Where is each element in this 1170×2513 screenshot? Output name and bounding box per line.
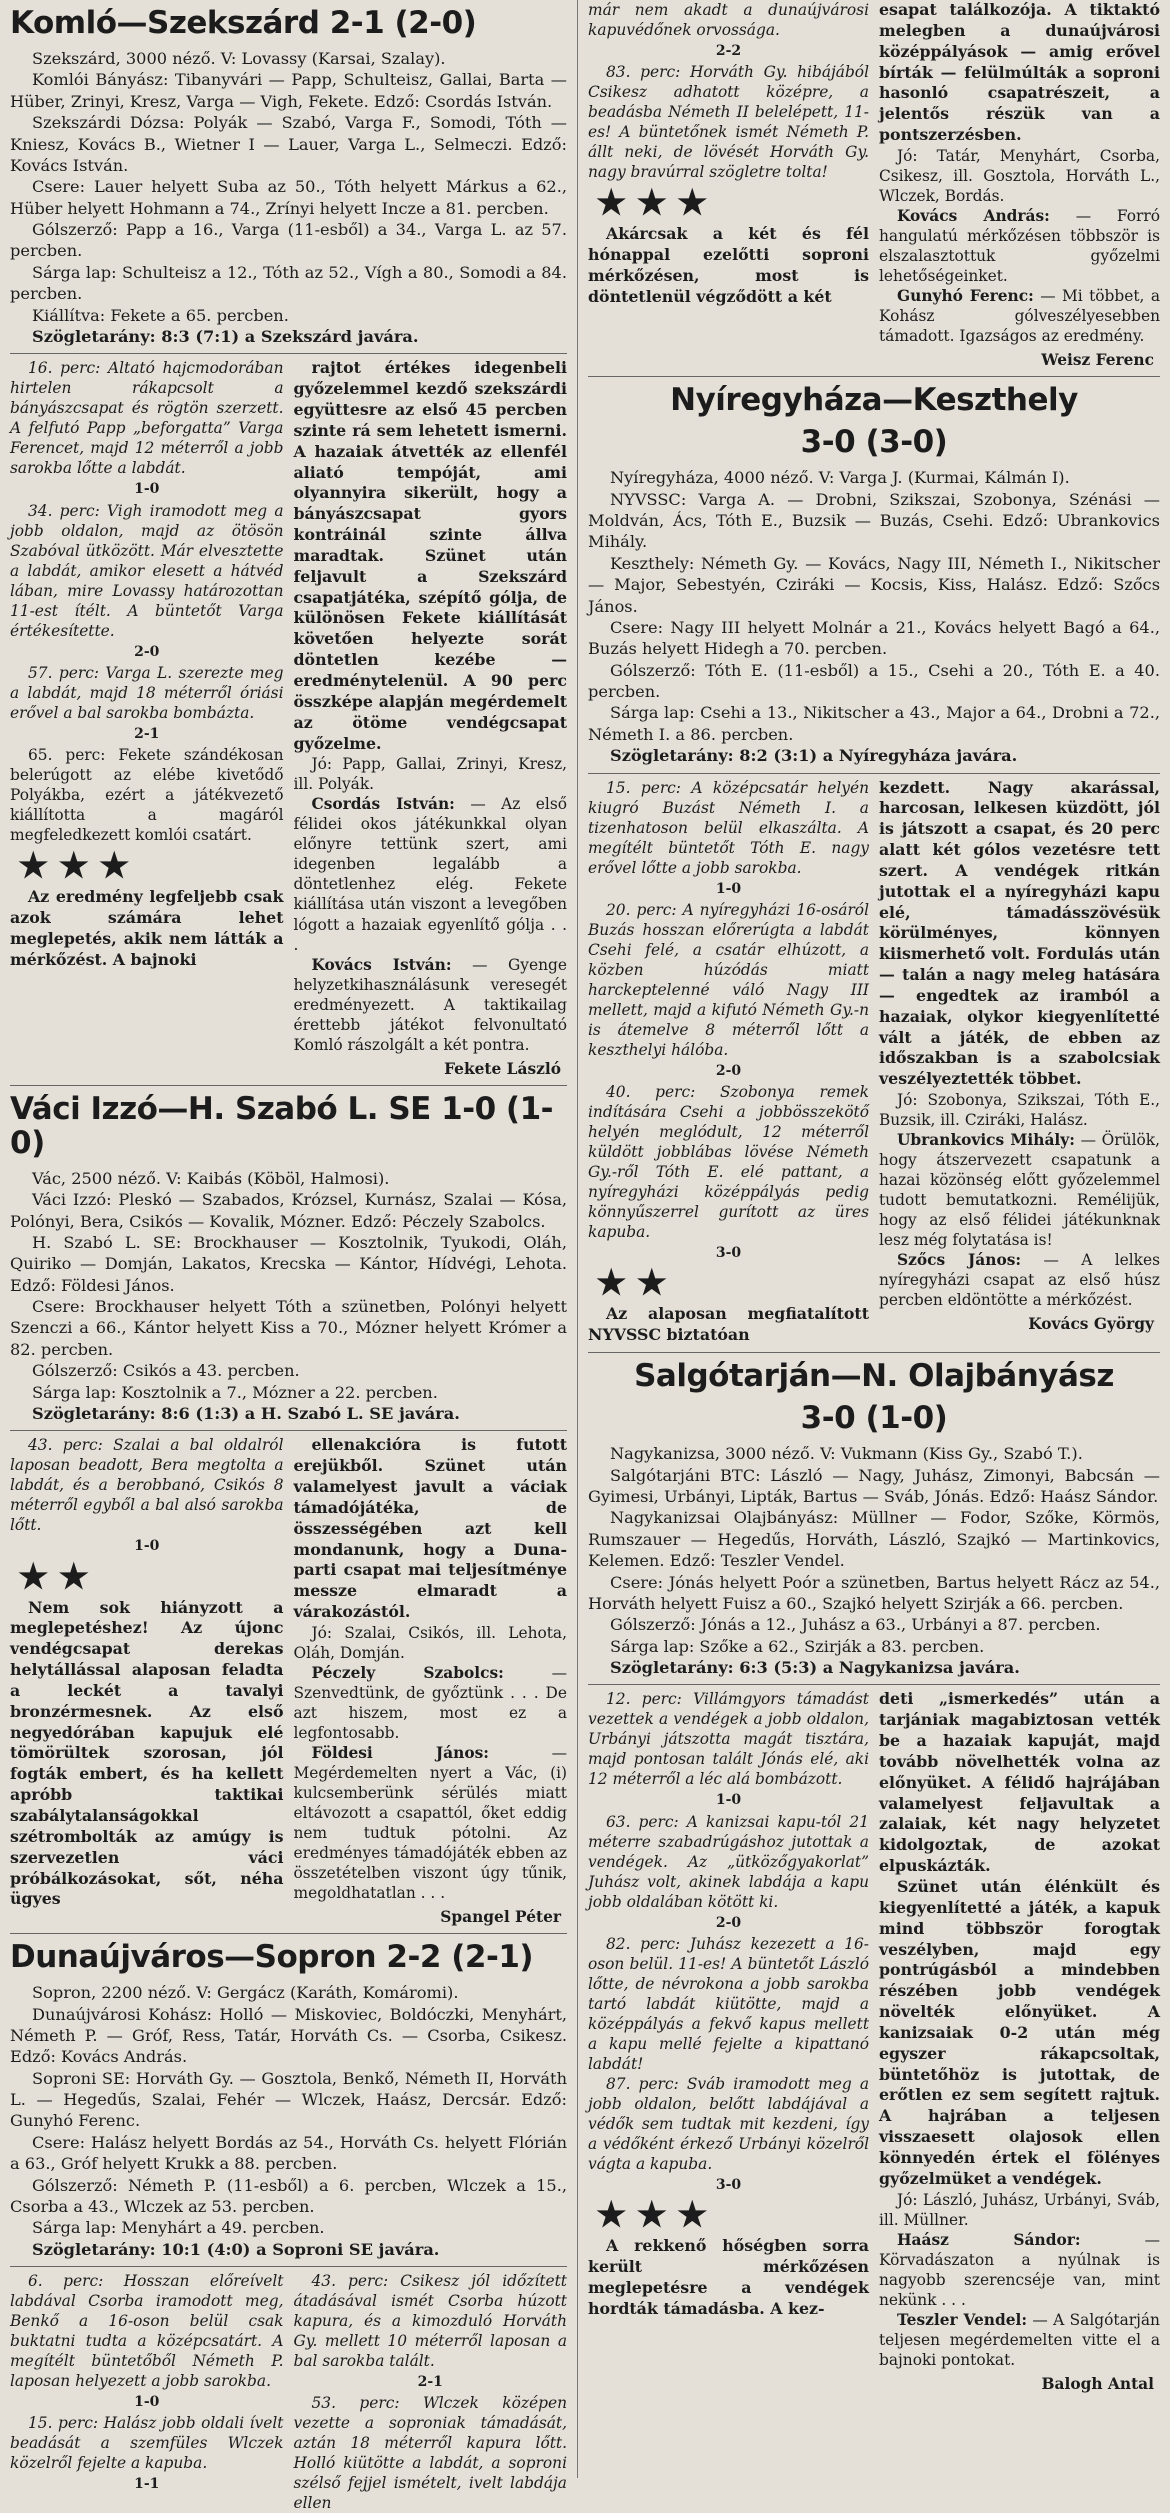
coach-quote	[879, 1130, 1160, 1250]
rating-stars: ★★	[18, 1556, 99, 1597]
coach-name: Csordás István:	[311, 795, 455, 814]
yellow-cards: Sárga lap: Kosztolnik a 7., Mózner a 22. percben.	[32, 1382, 438, 1402]
quote-text: — Mi többet, a Kohász gólveszélyesebben támadott. Igazságos az eredmény.	[879, 287, 1160, 346]
notes-right	[879, 0, 1160, 370]
summary-text: Az alaposan megfiatalított NYVSSC biztatóan	[588, 1304, 869, 1345]
lineup-away: Keszthely: Németh Gy. — Kovács, Nagy III, Németh I., Nikitscher — Major, Sebestyén, Cziráki — Kocsis, Kiss, Halász. Edző: Szőcs János.	[588, 553, 1160, 616]
goal-description: 40. perc: Szobonya remek indítására Csehi a jobbösszekötő helyén meglódult, 12 méterről küldött jobblábas lövése Németh Gy.-ről Tóth E. elé pattant, a nyíregyházi középpályás pedig könnyűszerrel gurított az üres kapuba.	[588, 1083, 869, 1242]
summary-text: A rekkenő hőségben sorra került mérkőzésen meglepetésre a vendégek hordták támadásba. A kez-	[588, 2236, 869, 2318]
summary-continued: deti „ismerkedés” után a tarjániak magabiztosan vették be a hazaiak kapuját, majd tovább növelhették volna az előnyüket. A félidő hajrájában valamelyest feljavultak a zalaiak, két nagy helyzetet kidolgoztak, de azokat elpuskázták.	[879, 1689, 1160, 1876]
stat-line: Nagykanizsa, 3000 néző. V: Vukmann (Kiss Gy., Szabó T.).	[610, 1444, 1083, 1464]
notes-left	[10, 358, 284, 1078]
goal-description: 63. perc: A kanizsai kapu-tól 21 méterre szabadrúgáshoz jutottak a vendégek. Az „ütközőgyakorlat” Juhász volt, akinek labdája a kapu jobb oldalában kötött ki.	[588, 1812, 869, 1911]
summary-text: Akárcsak a két és fél hónappal ezelőtti soproni mérkőzésen, most is döntetlenül végződött a két	[588, 224, 869, 306]
summary-text: Nem sok hiányzott a meglepetéshez! Az újonc vendégcsapat derekas helytállással alaposan feladta a leckét a tavalyi bronzérmesnek. Az első negyedórában kapujuk elé tömörültek szorosan, jól fogták embert, és ha kellett apróbb taktikai szabálytalanságokkal szétrombolták az amúgy is szervezetlen váci próbálkozásokat, sőt, néha ügyes	[10, 1597, 284, 1909]
running-score: 2-0	[715, 1062, 742, 1079]
goal-description: 43. perc: Csikesz jól időzített átadásával ismét Csorba húzott kapura, és a kimozduló Horváth Gy. mellett 10 méterről laposan a bal sarokba talált.	[293, 2272, 567, 2371]
lineup-away: Nagykanizsai Olajbányász: Müllner — Fodor, Szőke, Körmös, Rumszauer — Hegedűs, Horváth, László, Szajkó — Martinkovics, Kelemen. Edző: Teszler Vendel.	[588, 1508, 1160, 1571]
substitutions: Csere: Lauer helyett Suba az 50., Tóth helyett Márkus a 62., Hüber helyett Hohmann a 74., Zrínyi helyett Incze a 81. percben.	[10, 177, 567, 218]
quote-text: — Forró hangulatú mérkőzésen többször is elszalasztottuk győzelmi lehetőségeinket.	[879, 206, 1160, 285]
quote-text: — Szenvedtünk, de győztünk . . . De azt hiszem, most ez a legfontosabb.	[293, 1663, 567, 1742]
stat-line: Vác, 2500 néző. V: Kaibás (Köböl, Halmosi).	[32, 1168, 390, 1188]
match-vac-szabo	[10, 1092, 567, 1928]
notes-right	[294, 358, 568, 1078]
notes-right	[294, 2271, 568, 2513]
coach-name: Péczely Szabolcs:	[311, 1663, 504, 1682]
goal-description: 15. perc: A középcsatár helyén kiugró Buzást Németh I. a tizenhatoson belül elkaszálta. A megítélt büntetőt Tóth E. nagy erővel lőtte a jobb sarokba.	[588, 778, 869, 877]
best-players: Jó: Szalai, Csikós, ill. Lehota, Oláh, Domján.	[293, 1623, 567, 1662]
scorers: Gólszerző: Tóth E. (11-esből) a 15., Csehi a 20., Tóth E. a 40. percben.	[588, 660, 1160, 702]
sopron-continuation	[588, 0, 1160, 370]
match-dunaujvaros-sopron	[10, 1940, 567, 2513]
goal-description: 43. perc: Szalai a bal oldalról laposan beadott, Bera megtolta a labdát, és a berobbanó, Csikós 8 méterről egyből a bal alsó sarokba lőtt.	[10, 1436, 284, 1535]
lineup-home: Váci Izzó: Pleskó — Szabados, Krózsel, Kurnász, Szalai — Kósa, Polónyi, Bera, Csikós — Kovalik, Mózner. Edző: Péczely Szabolcs.	[10, 1190, 567, 1231]
match-salgotarjan-olajbanyasz	[588, 1359, 1160, 2394]
notes-right	[879, 1689, 1160, 2393]
goal-description: 15. perc: Halász jobb oldali ívelt beadását a szemfüles Wlczek közelről fejelte a kapuba.	[10, 2414, 284, 2473]
rating-stars: ★★★	[596, 183, 718, 224]
scorers: Gólszerző: Németh P. (11-esből) a 6. percben, Wlczek a 15., Csorba a 43., Wlczek az 53. percben.	[10, 2175, 567, 2216]
divider	[588, 1352, 1160, 1353]
author: Spangel Péter	[440, 1908, 561, 1927]
match-notes	[10, 2266, 567, 2513]
goal-description: 53. perc: Wlczek középen vezette a soproniak támadását, aztán 18 méterről kapura lőtt. Holló kiütötte a labdát, a soproni szélső fejjel ismételt, ivelt labdája ellen	[293, 2394, 567, 2513]
rating-stars: ★★★	[18, 846, 140, 887]
coach-quote	[294, 794, 568, 954]
scorers: Gólszerző: Jónás a 12., Juhász a 63., Urbányi a 87. percben.	[610, 1615, 1101, 1635]
running-score: 2-0	[715, 1914, 742, 1931]
running-score: 2-1	[417, 2374, 443, 2391]
sent-off: Kiállítva: Fekete a 65. percben.	[32, 305, 289, 325]
lineup-home: NYVSSC: Varga A. — Drobni, Szikszai, Szobonya, Szénási — Moldván, Ács, Tóth E., Buzsik — Buzás, Csehi. Edző: Ubrankovics Mihály.	[588, 489, 1160, 552]
goal-description: 20. perc: A nyíregyházi 16-osáról Buzás hosszan előrerúgta a labdát Csehi felé, a csatár elhúzott, a közben húzódás miatt harckeptelenné váló Nagy III mellett, majd a kifutó Németh Gy.-n is átemelve 8 méterről lőtt a keszthelyi hálóba.	[588, 900, 869, 1059]
summary-continued: rajtot értékes idegenbeli győzelemmel kezdő szekszárdi együttesre az első 45 percben szinte rá sem lehetett ismerni. A hazaiak átvették az ellenfél aliató tempóját, ami olyannyira sikerült, hogy a bányászcsapat gyors kontráinál szinte állva maradtak. Szünet után feljavult a Szekszárd csapatjátéka, szépítő gólja, de különösen Fekete kiállítását követően helyezte sorát döntetlen kezébe — eredménytelenül. A 90 perc összképe alapján megérdemelt az ötöme vendégcsapat győzelme.	[293, 358, 567, 753]
author: Kovács György	[1028, 1315, 1154, 1334]
left-column	[0, 0, 578, 2513]
coach-quote	[879, 286, 1160, 346]
coach-name: Szőcs János:	[897, 1251, 1022, 1270]
notes-right	[879, 778, 1160, 1347]
notes-left	[10, 1435, 284, 1927]
event-text: 65. perc: Fekete szándékosan belerúgott az elébe kivetődő Polyákba, ezért a játékvezető kiállította a magáról megfeledkezett komlói csatárt.	[10, 746, 284, 845]
running-score: 1-0	[715, 1792, 742, 1809]
substitutions: Csere: Halász helyett Bordás az 54., Horváth Cs. helyett Flórián a 63., Gróf helyett Krukk a 88. percben.	[10, 2132, 567, 2174]
running-score: 1-0	[134, 481, 160, 498]
summary-continued: kezdett. Nagy akarással, harcosan, lelkesen küzdött, jól is játszott a csapat, és 20 perc alatt két gólos vezetésre tett szert. A vendégek ritkán jutottak el a nyíregyházi kapu elé, támadásszövésük körülményes, könnyen kiismerhető volt. Fordulás után — talán a nagy meleg hatására — engedtek az iramból a hazaiak, olykor kiegyenlítetté vált a játék, de ebben az időszakban is a szabolcsiak veszélyeztették többet.	[879, 777, 1160, 1089]
lineup-away: Szekszárdi Dózsa: Polyák — Szabó, Varga F., Somodi, Tóth — Kniesz, Kovács B., Wietner I — Lauer, Varga L., Selmeczi. Edző: Kovács István.	[10, 113, 567, 175]
corner-ratio: Szögletarány: 8:3 (7:1) a Szekszárd javára.	[32, 326, 419, 346]
notes-left	[10, 2271, 284, 2513]
notes-left	[588, 778, 869, 1347]
scorers: Gólszerző: Papp a 16., Varga (11-esből) a 34., Varga L. az 57. percben.	[10, 220, 567, 261]
yellow-cards: Sárga lap: Szőke a 62., Szirják a 83. percben.	[610, 1636, 985, 1656]
divider	[10, 1933, 567, 1934]
best-players: Jó: László, Juhász, Urbányi, Sváb, ill. Müllner.	[879, 2190, 1160, 2229]
scorers: Gólszerző: Csikós a 43. percben.	[32, 1361, 300, 1381]
notes-left	[588, 0, 869, 370]
match-headline: Salgótarján—N. Olajbányász	[634, 1358, 1114, 1395]
corner-ratio: Szögletarány: 10:1 (4:0) a Soproni SE javára.	[32, 2239, 440, 2259]
match-notes	[10, 353, 567, 1078]
lineup-home: Salgótarjáni BTC: László — Nagy, Juhász, Zimonyi, Babcsán — Gyimesi, Urbányi, Lipták, Bartus — Sváb, Jónás. Edző: Haász Sándor.	[588, 1465, 1160, 1507]
rating-stars: ★★★	[596, 2195, 718, 2236]
coach-quote	[879, 1250, 1160, 1310]
coach-quote	[294, 1663, 568, 1743]
coach-name: Kovács András:	[897, 206, 1050, 225]
running-score: 1-0	[715, 880, 742, 897]
running-score: 2-1	[134, 725, 160, 742]
match-headline: Váci Izzó—H. Szabó L. SE 1-0 (1-0)	[10, 1090, 554, 1161]
yellow-cards: Sárga lap: Csehi a 13., Nikitscher a 43., Major a 64., Drobni a 72., Németh I. a 86. percben.	[588, 703, 1160, 744]
lineup-away: H. Szabó L. SE: Brockhauser — Kosztolnik, Tyukodi, Oláh, Quiriko — Domján, Lakatos, Krecska — Kántor, Hídvégi, Lehota. Edző: Földesi János.	[10, 1232, 567, 1295]
corner-ratio: Szögletarány: 8:6 (1:3) a H. Szabó L. SE javára.	[32, 1403, 460, 1423]
quote-text: — Körvadászaton a nyúlnak is nagyobb szerencséje van, mint nekünk . . .	[879, 2230, 1160, 2309]
running-score: 1-0	[134, 2394, 160, 2411]
yellow-cards: Sárga lap: Schulteisz a 12., Tóth az 52., Vígh a 80., Somodi a 84. percben.	[10, 262, 567, 304]
match-headline: Dunaújváros—Sopron 2-2 (2-1)	[10, 1939, 534, 1976]
goal-description: 6. perc: Hosszan előreívelt labdával Csorba iramodott meg, Benkő a 16-oson belül csak buktatni tudta a középcsatárt. A megítélt büntetőből Németh P. laposan helyezett a jobb sarokba.	[10, 2272, 284, 2391]
match-headline: Nyíregyháza—Keszthely	[670, 382, 1078, 419]
quote-text: — A lelkes nyíregyházi csapat az első húsz percben eldöntötte a mérkőzést.	[879, 1251, 1160, 1310]
author: Weisz Ferenc	[1041, 351, 1154, 370]
goal-description: 12. perc: Villámgyors támadást vezettek a vendégek a jobb oldalon, Urbányi játszotta magát tisztára, majd pontosan talált Jónás elé, aki 12 méterről a léc alá bombázott.	[588, 1690, 869, 1789]
summary-continued: esapat találkozója. A tiktaktó melegben a dunaújvárosi középpályások — amig erővel bírták — felülmúlták a soproni hasonló csapatrészeit, a jelentős részük van a pontszerzésben.	[879, 0, 1160, 145]
stat-line: Szekszárd, 3000 néző. V: Lovassy (Karsai, Szalay).	[32, 49, 446, 69]
coach-quote	[879, 2310, 1160, 2370]
match-score-headline: 3-0 (3-0)	[800, 424, 948, 461]
goal-description: 82. perc: Juhász kezezett a 16-oson belül. 11-es! A büntetőt László lőtte, de névrokona a jobb sarokba tartó labdát kiütötte, majd a középpályás a fekvő kapus mellett a kapu mellé fejelte a kipattanó labdát!	[588, 1934, 869, 2074]
summary-continued: Szünet után élénkült és kiegyenlítetté a játék, a kapuk mind többször forogtak veszélyben, majd egy pontrúgásból a mindebben részében jobb vendégek növelték előnyüket. A kanizsaiak 0-2 után még egyszer rákapcsoltak, büntetőhöz is jutottak, de erőtlen ez sem segített rajtuk. A hajrában a teljesen visszaesett olajosok ellen könnyedén értek el fölényes győzelmüket a vendégek.	[879, 1877, 1160, 2188]
running-score: 1-0	[134, 1538, 160, 1555]
coach-name: Teszler Vendel:	[897, 2310, 1028, 2329]
best-players: Jó: Papp, Gallai, Zrinyi, Kresz, ill. Polyák.	[293, 755, 567, 794]
author: Balogh Antal	[1041, 2374, 1154, 2393]
goal-description: 57. perc: Varga L. szerezte meg a labdát, majd 18 méterről óriási erővel a bal sarokba bombázta.	[10, 663, 284, 722]
divider	[10, 1085, 567, 1086]
coach-name: Ubrankovics Mihály:	[897, 1131, 1075, 1150]
divider	[588, 376, 1160, 377]
best-players: Jó: Tatár, Menyhárt, Csorba, Csikesz, ill. Gosztola, Horváth L., Wlczek, Bordás.	[879, 146, 1160, 205]
lineup-home: Komlói Bányász: Tibanyvári — Papp, Schulteisz, Gallai, Barta — Hüber, Zrinyi, Kresz, Varga — Vigh, Fekete. Edző: Csordás István.	[10, 70, 567, 111]
yellow-cards: Sárga lap: Menyhárt a 49. percben.	[32, 2218, 325, 2238]
best-players: Jó: Szobonya, Szikszai, Tóth E., Buzsik, ill. Cziráki, Halász.	[879, 1091, 1160, 1130]
stat-line: Sopron, 2200 néző. V: Gergácz (Karáth, Komáromi).	[32, 1983, 459, 2003]
match-notes	[10, 1430, 567, 1927]
rating-stars: ★★	[596, 1263, 677, 1304]
notes-right	[294, 1435, 568, 1927]
lineup-home: Dunaújvárosi Kohász: Holló — Miskoviec, Boldóczki, Menyhárt, Németh P. — Gróf, Ress, Tatár, Horváth Cs. — Csorba, Csikesz. Edző: Kovács András.	[10, 2004, 567, 2067]
coach-name: Gunyhó Ferenc:	[897, 287, 1034, 306]
coach-name: Földesi János:	[311, 1744, 489, 1762]
match-notes	[588, 0, 1160, 370]
match-headline: Komló—Szekszárd 2-1 (2-0)	[10, 5, 477, 41]
quote-text: — A Salgótarján teljesen megérdemelten vitte el a bajnoki pontokat.	[879, 2310, 1160, 2369]
match-nyiregyhaza-keszthely	[588, 383, 1160, 1346]
match-komlo-szekszard	[10, 6, 567, 1079]
author: Fekete László	[444, 1059, 561, 1078]
goal-description: 87. perc: Sváb iramodott meg a jobb oldalon, belőtt labdájával a védők sem tudtak mit kezdeni, így a védőként érkező Urbányi közelről vágta a kapuba.	[588, 2075, 869, 2174]
stat-line: Nyíregyháza, 4000 néző. V: Varga J. (Kurmai, Kálmán I).	[610, 468, 1070, 488]
goal-description: 83. perc: Horváth Gy. hibájából Csikesz adhatott középre, a beadásba Németh II belelépett, 11-es! A büntetőnek ismét Németh P. állt neki, de lövését Horváth Gy. nagy bravúrral szögletre tolta!	[588, 63, 869, 182]
quote-text: — Az első félidei okos játékunkkal olyan előnyre tettünk szert, ami idegenben legalább a döntetlenhez elég. Fekete kiállítása után viszont a levegőben lógott a hazaiak egyenlítő gólja . . .	[293, 795, 567, 954]
running-score: 3-0	[715, 1245, 742, 1262]
running-score: 2-0	[134, 643, 160, 660]
substitutions: Csere: Brockhauser helyett Tóth a szünetben, Polónyi helyett Szenczi a 66., Kántor helyett Kiss a 70., Mózner helyett Krómer a 82. percben.	[10, 1297, 567, 1359]
lineup-away: Soproni SE: Horváth Gy. — Gosztola, Benkő, Németh II, Horváth L. — Hegedűs, Szalai, Fehér — Wlczek, Haász, Dercsár. Edző: Gunyhó Ferenc.	[10, 2068, 567, 2131]
coach-name: Kovács István:	[311, 955, 452, 974]
match-notes	[588, 1684, 1160, 2393]
summary-continued: ellenakcióra is futott erejükből. Szünet után valamelyest javult a váciak támadójátéka, de összességében azt kell mondanunk, hogy a Duna-parti csapat mai teljesítménye messze elmaradt a várakozástól.	[293, 1435, 567, 1622]
right-column	[578, 0, 1170, 2478]
substitutions: Csere: Jónás helyett Poór a szünetben, Bartus helyett Rácz az 54., Horváth helyett Fuisz a 60., Szajkó helyett Szirják a 66. percben.	[588, 1572, 1160, 1613]
corner-ratio: Szögletarány: 8:2 (3:1) a Nyíregyháza javára.	[610, 746, 1018, 766]
running-score: 3-0	[715, 2177, 742, 2194]
summary-text: Az eredmény legfeljebb csak azok számára lehet meglepetés, akik nem látták a mérkőzést. A bajnoki	[10, 887, 284, 969]
quote-text: — Gyenge helyzetkihasználásunk veresegét eredményezett. A taktikailag érettebb játékot felvonultató Komló rászolgált a két pontra.	[293, 955, 567, 1054]
quote-text: — Megérdemelten nyert a Vác, (i) kulcsemberünk sérülés miatt eltávozott a csapattól, őket eddig nem tudtuk pótolni. Az eredményes támadójáték ebben az összetételben viszont úgy tűnik, megoldhatatlan . . .	[293, 1744, 567, 1903]
match-notes	[588, 773, 1160, 1347]
running-score: 1-1	[134, 2476, 160, 2493]
substitutions: Csere: Nagy III helyett Molnár a 21., Kovács helyett Bagó a 64., Buzás helyett Hidegh a 70. percben.	[588, 617, 1160, 659]
goal-description: 34. perc: Vigh iramodott meg a jobb oldalon, majd az ötösön Szabóval ütközött. Már elvesztette a labdát, amikor elesett a hátvéd lában, mire Lovassy határozottan 11-est ítélt. A büntetőt Varga értékesítette.	[10, 501, 284, 640]
goal-description: már nem akadt a dunaújvárosi kapuvédőnek orvossága.	[588, 1, 869, 40]
match-score-headline: 3-0 (1-0)	[800, 1400, 948, 1437]
quote-text: — Örülök, hogy átszervezett csapatunk a hazai közönség előtt győzelemmel tudott bemutatkozni. Remélijük, hogy az első félidei játékunknak lesz még folytatása is!	[879, 1131, 1160, 1250]
corner-ratio: Szögletarány: 6:3 (5:3) a Nagykanizsa javára.	[610, 1658, 1020, 1678]
coach-quote	[294, 955, 568, 1055]
coach-name: Haász Sándor:	[897, 2230, 1081, 2249]
running-score: 2-2	[715, 43, 742, 60]
coach-quote	[879, 2230, 1160, 2310]
coach-quote	[294, 1743, 568, 1903]
coach-quote	[879, 206, 1160, 286]
goal-description: 16. perc: Altató hajcmodorában hirtelen rákapcsolt a bányászcsapat és rögtön szerzett. A felfutó Papp „beforgatta” Varga Ferencet, majd 12 méterről a jobb sarokba lőtte a labdát.	[10, 359, 284, 478]
notes-left	[588, 1689, 869, 2393]
